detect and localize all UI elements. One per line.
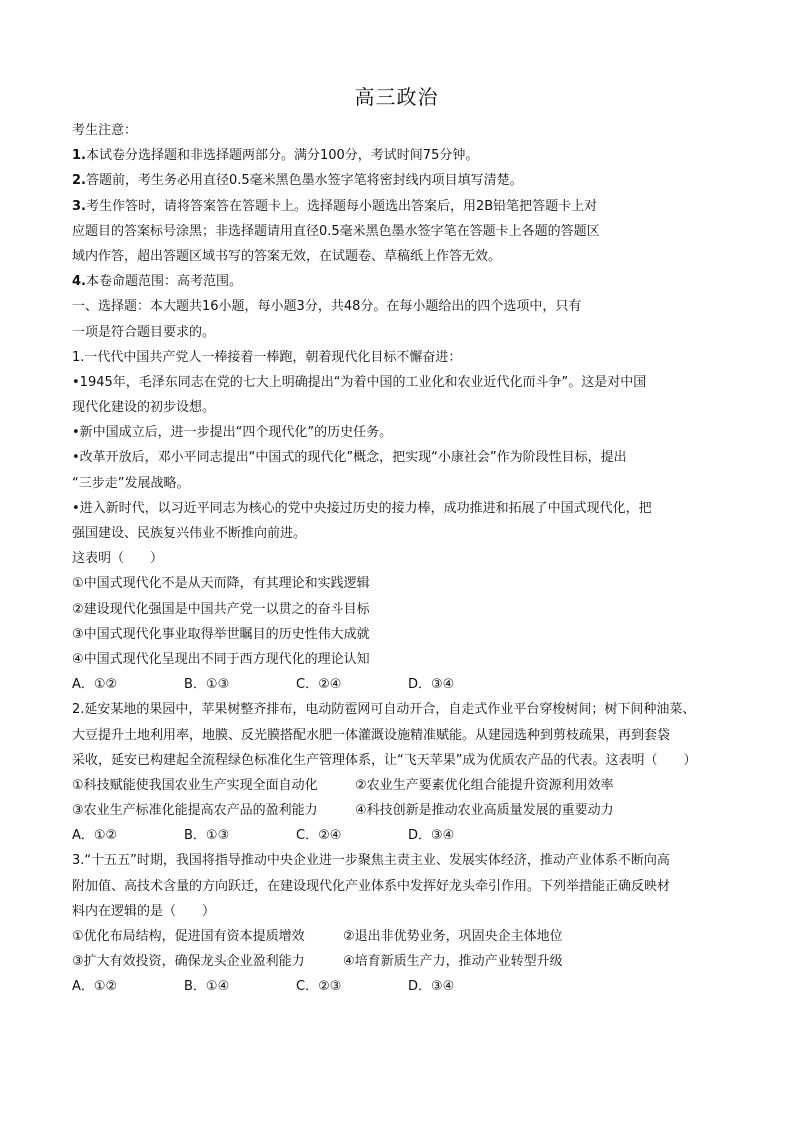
- option-a: A．①②: [72, 979, 118, 995]
- page-title: 高三政治: [354, 85, 439, 109]
- question-text: 3.“十五五”时期，我国将指导推动中央企业进一步聚焦主责主业、发展实体经济，推动产业体系不断向高: [72, 853, 670, 869]
- statement: ④培育新质生产力，推动产业转型升级: [343, 954, 563, 970]
- question-text: •新中国成立后，进一步提出“四个现代化”的历史任务。: [72, 425, 393, 441]
- notice-heading: 考生注意：: [72, 123, 138, 138]
- option-c: C．②④: [296, 677, 342, 693]
- notice-text: 本试卷分选择题和非选择题两部分。满分100分，考试时间75分钟。: [85, 148, 479, 164]
- question-text: 2.延安某地的果园中，苹果树整齐排布，电动防雹网可自动开合，自走式作业平台穿梭树间；树下间种油菜、: [72, 702, 696, 718]
- notice-number: 4.: [72, 274, 86, 290]
- answer-options: [72, 974, 742, 999]
- statement: ③农业生产标准化能提高农产品的盈利能力: [72, 803, 318, 819]
- notice-number: 2.: [72, 173, 86, 189]
- notice-text: 应题目的答案标号涂黑；非选择题请用直径0.5毫米黑色墨水签字笔在答题卡上各题的答题区: [72, 223, 600, 239]
- option-d: D．③④: [408, 979, 455, 995]
- option-b: B．①③: [184, 677, 230, 693]
- question-text: •进入新时代，以习近平同志为核心的党中央接过历史的接力棒，成功推进和拓展了中国式现代化，把: [72, 500, 652, 516]
- question-text: 1.一代代中国共产党人一棒接着一棒跑，朝着现代化目标不懈奋进：: [72, 349, 462, 365]
- section-heading: 一、选择题：本大题共16小题，每小题3分，共48分。在每小题给出的四个选项中，只有: [72, 299, 582, 315]
- notice-item: [72, 219, 742, 244]
- question-stem: 料内在逻辑的是（ ）: [72, 903, 216, 919]
- statement-row: [72, 924, 742, 949]
- exam-body: [72, 118, 742, 1000]
- question-3: [72, 848, 742, 999]
- option-b: B．①③: [184, 828, 230, 844]
- statement-row: [72, 798, 742, 823]
- option-b: B．①④: [184, 979, 230, 995]
- question-text: “三步走”发展战略。: [72, 475, 190, 491]
- option-d: D．③④: [408, 828, 455, 844]
- answer-options: [72, 672, 742, 697]
- statement: ④中国式现代化呈现出不同于西方现代化的理论认知: [72, 651, 370, 667]
- statement-row: [72, 949, 742, 974]
- option-a: A．①②: [72, 677, 118, 693]
- statement: ③中国式现代化事业取得举世瞩目的历史性伟大成就: [72, 626, 370, 642]
- notice-text: 答题前，考生务必用直径0.5毫米黑色墨水签字笔将密封线内项目填写清楚。: [85, 173, 523, 189]
- notice-item: [72, 143, 742, 168]
- notice-item: [72, 168, 742, 193]
- question-stem: 这表明（ ）: [72, 551, 164, 567]
- statement: ③扩大有效投资，确保龙头企业盈利能力: [72, 954, 305, 970]
- answer-options: [72, 823, 742, 848]
- question-text: 附加值、高技术含量的方向跃迁，在建设现代化产业体系中发挥好龙头牵引作用。下列举措能正确反映材: [72, 878, 671, 894]
- statement-row: [72, 773, 742, 798]
- statement: ②退出非优势业务，巩固央企主体地位: [343, 929, 563, 944]
- notice-item: [72, 194, 742, 219]
- notice-text: 本卷命题范围：高考范围。: [85, 274, 242, 290]
- question-text: 大豆提升土地利用率，地膜、反光膜搭配水肥一体灌溉设施精准赋能。从建园选种到剪枝疏果，再到套袋: [72, 727, 671, 743]
- option-a: A．①②: [72, 828, 118, 844]
- statement: ①科技赋能使我国农业生产实现全面自动化: [72, 777, 318, 793]
- question-text: •改革开放后，邓小平同志提出“中国式的现代化”概念，把实现“小康社会”作为阶段性目标，提出: [72, 450, 627, 466]
- question-text: •1945年，毛泽东同志在党的七大上明确提出“为着中国的工业化和农业近代化而斗争”。这是对中国: [72, 374, 647, 390]
- option-c: C．②③: [296, 979, 342, 995]
- question-text: 采收，延安已构建起全流程绿色标准化生产管理体系，让“飞天苹果”成为优质农产品的代表。这表明（ ）: [72, 752, 697, 768]
- statement: ④科技创新是推动农业高质量发展的重要动力: [355, 803, 614, 819]
- option-d: D．③④: [408, 677, 455, 693]
- notice-text: 域内作答，超出答题区域书写的答案无效，在试题卷、草稿纸上作答无效。: [72, 248, 502, 264]
- question-text: 强国建设、民族复兴伟业不断推向前进。: [72, 526, 307, 541]
- option-c: C．②④: [296, 828, 342, 844]
- notice-item: [72, 269, 742, 294]
- question-2: [72, 697, 742, 848]
- notice-item: [72, 244, 742, 269]
- question-1: [72, 345, 742, 698]
- notice-text: 考生作答时，请将答案答在答题卡上。选择题每小题选出答案后，用2B铅笔把答题卡上对: [85, 198, 598, 214]
- notice-number: 3.: [72, 198, 86, 214]
- question-text: 现代化建设的初步设想。: [72, 400, 216, 416]
- section-heading: 一项是符合题目要求的。: [72, 324, 216, 340]
- statement: ②建设现代化强国是中国共产党一以贯之的奋斗目标: [72, 601, 370, 617]
- notice-number: 1.: [72, 148, 86, 164]
- statement: ①优化布局结构，促进国有资本提质增效: [72, 929, 305, 944]
- statement: ②农业生产要素优化组合能提升资源利用效率: [355, 777, 614, 793]
- statement: ①中国式现代化不是从天而降，有其理论和实践逻辑: [72, 576, 370, 592]
